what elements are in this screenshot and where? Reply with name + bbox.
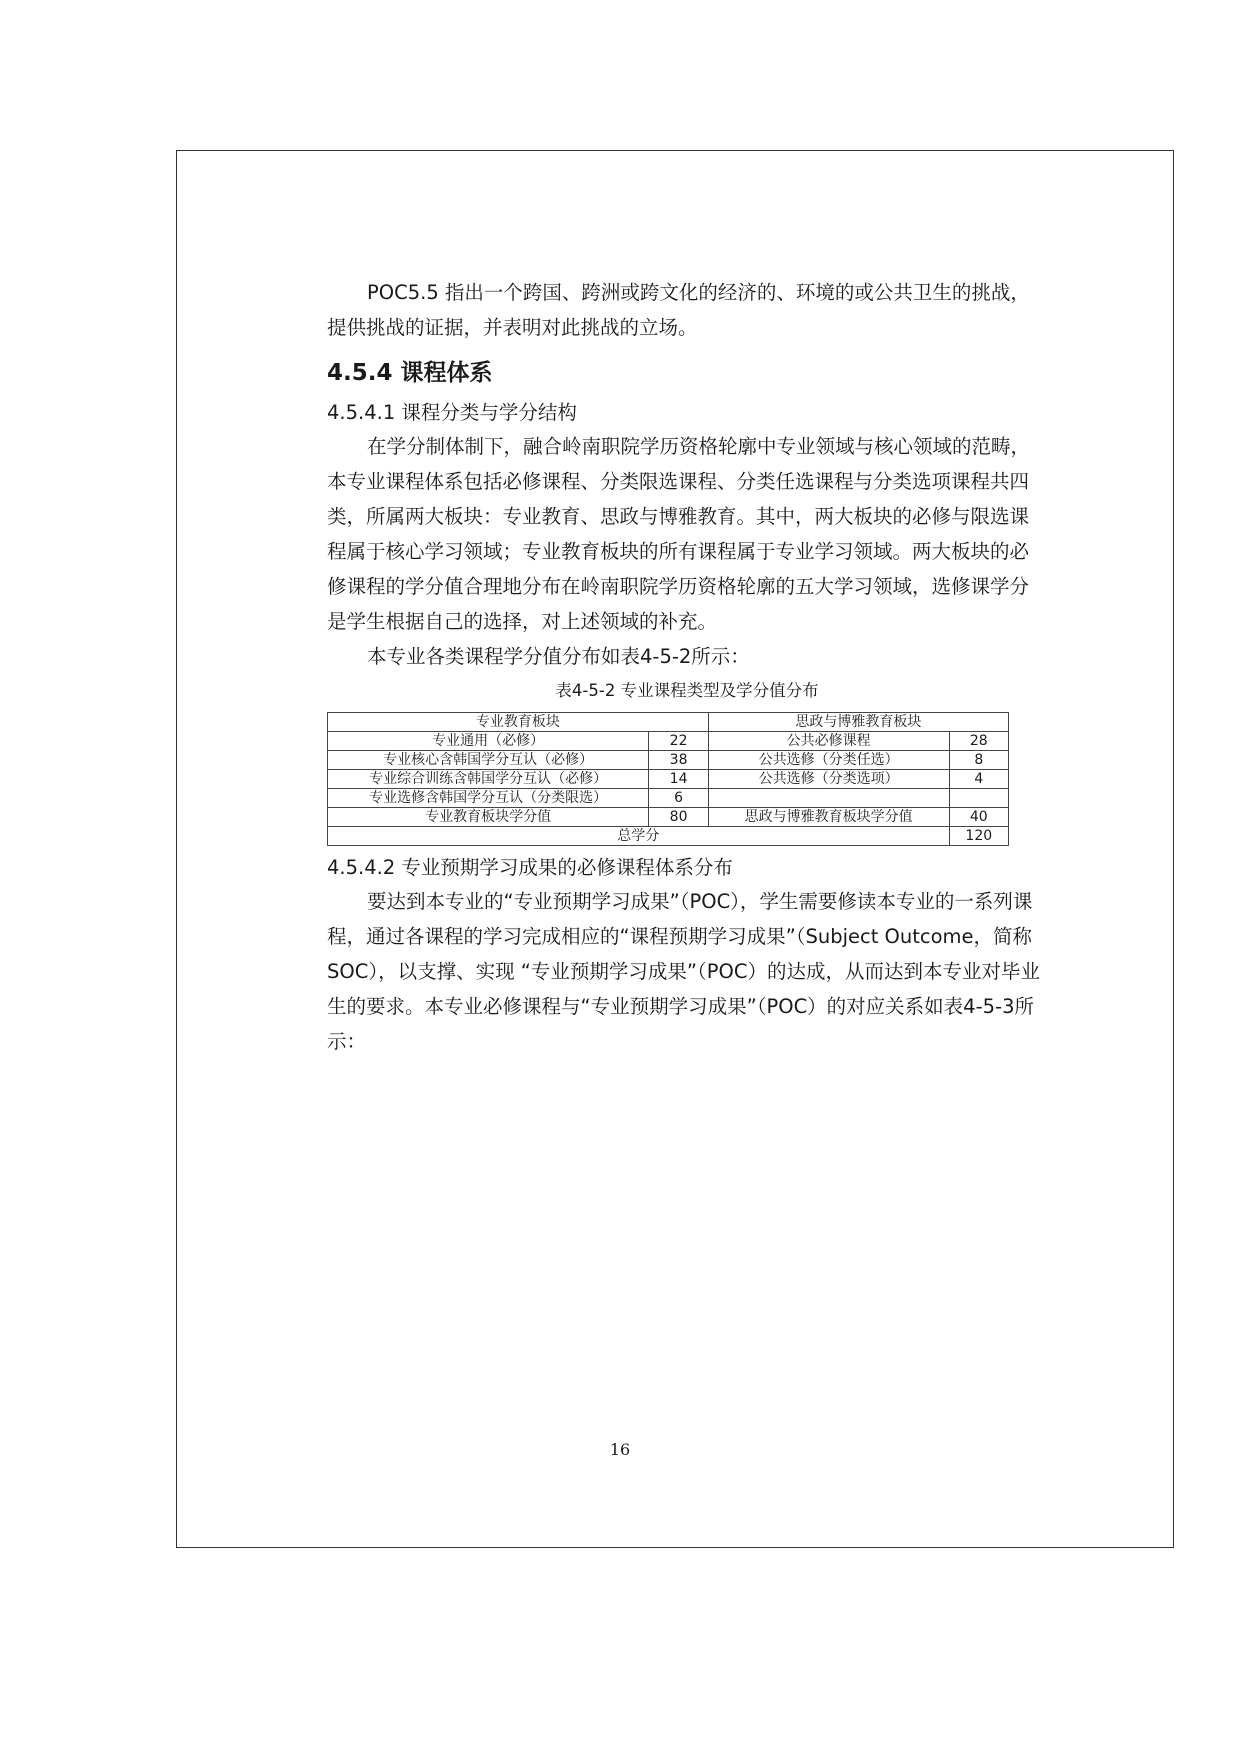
cell-l-name: 专业选修含韩国学分互认（分类限选） bbox=[328, 789, 649, 808]
section-title: 4.5.4 课程体系 bbox=[327, 360, 493, 386]
cell-l-name: 专业核心含韩国学分互认（必修） bbox=[328, 751, 649, 770]
cell-r-val bbox=[949, 789, 1008, 808]
page-number: 16 bbox=[609, 1440, 631, 1459]
table-row bbox=[328, 808, 1009, 827]
course-structure-paragraph: 在学分制体制下，融合岭南职院学历资格轮廓中专业领域与核心领域的范畴，本专业课程体系包括必修课程、分类限选课程、分类任选课程与分类选项课程共四类，所属两大板块：专业教育、思政与博雅教育。其中，两大板块的必修与限选课程属于核心学习领域；专业教育板块的所有课程属于专业学习领域。两大板块的必修课程的学分值合理地分布在岭南职院学历资格轮廓的五大学习领域，选修课学分是学生根据自己的选择，对上述领域的补充。 bbox=[327, 435, 1031, 633]
cell-l-val: 80 bbox=[649, 808, 708, 827]
cell-l-val: 22 bbox=[649, 732, 708, 751]
document-body bbox=[327, 275, 1047, 1059]
table-row bbox=[328, 732, 1009, 751]
table-row bbox=[328, 751, 1009, 770]
cell-l-val: 14 bbox=[649, 770, 708, 789]
table-caption: 表4-5-2 专业课程类型及学分值分布 bbox=[555, 681, 819, 700]
table-intro-paragraph: 本专业各类课程学分值分布如表4-5-2所示： bbox=[367, 645, 750, 668]
header-professional: 专业教育板块 bbox=[328, 713, 709, 732]
cell-r-val: 8 bbox=[949, 751, 1008, 770]
cell-l-val: 38 bbox=[649, 751, 708, 770]
table-total-row bbox=[328, 827, 1009, 846]
cell-r-val: 40 bbox=[949, 808, 1008, 827]
cell-l-val: 6 bbox=[649, 789, 708, 808]
credits-table bbox=[327, 712, 1009, 846]
header-liberal: 思政与博雅教育板块 bbox=[708, 713, 1008, 732]
cell-r-name: 公共选修（分类选项） bbox=[708, 770, 949, 789]
subsection-4541-title: 4.5.4.1 课程分类与学分结构 bbox=[327, 401, 577, 424]
cell-r-name bbox=[708, 789, 949, 808]
cell-r-val: 4 bbox=[949, 770, 1008, 789]
total-label: 总学分 bbox=[328, 827, 950, 846]
total-value: 120 bbox=[949, 827, 1008, 846]
cell-r-name: 公共选修（分类任选） bbox=[708, 751, 949, 770]
cell-l-name: 专业通用（必修） bbox=[328, 732, 649, 751]
poc-distribution-paragraph: 要达到本专业的“专业预期学习成果”（POC），学生需要修读本专业的一系列课程，通过各课程的学习完成相应的“课程预期学习成果”（Subject Outcome，简称SOC），以支撑、实现 “专业预期学习成果”（POC）的达成，从而达到本专业对毕业生的要求。本专业必修课程与“专业预期学习成果”（POC）的对应关系如表4-5-3所示： bbox=[327, 890, 1040, 1053]
table-header-row bbox=[328, 713, 1009, 732]
cell-r-name: 思政与博雅教育板块学分值 bbox=[708, 808, 949, 827]
table-row bbox=[328, 770, 1009, 789]
cell-l-name: 专业综合训练含韩国学分互认（必修） bbox=[328, 770, 649, 789]
cell-r-val: 28 bbox=[949, 732, 1008, 751]
cell-r-name: 公共必修课程 bbox=[708, 732, 949, 751]
table-row bbox=[328, 789, 1009, 808]
cell-l-name: 专业教育板块学分值 bbox=[328, 808, 649, 827]
subsection-4542-title: 4.5.4.2 专业预期学习成果的必修课程体系分布 bbox=[327, 856, 733, 879]
poc55-paragraph: POC5.5 指出一个跨国、跨洲或跨文化的经济的、环境的或公共卫生的挑战，提供挑战的证据，并表明对此挑战的立场。 bbox=[327, 281, 1030, 339]
